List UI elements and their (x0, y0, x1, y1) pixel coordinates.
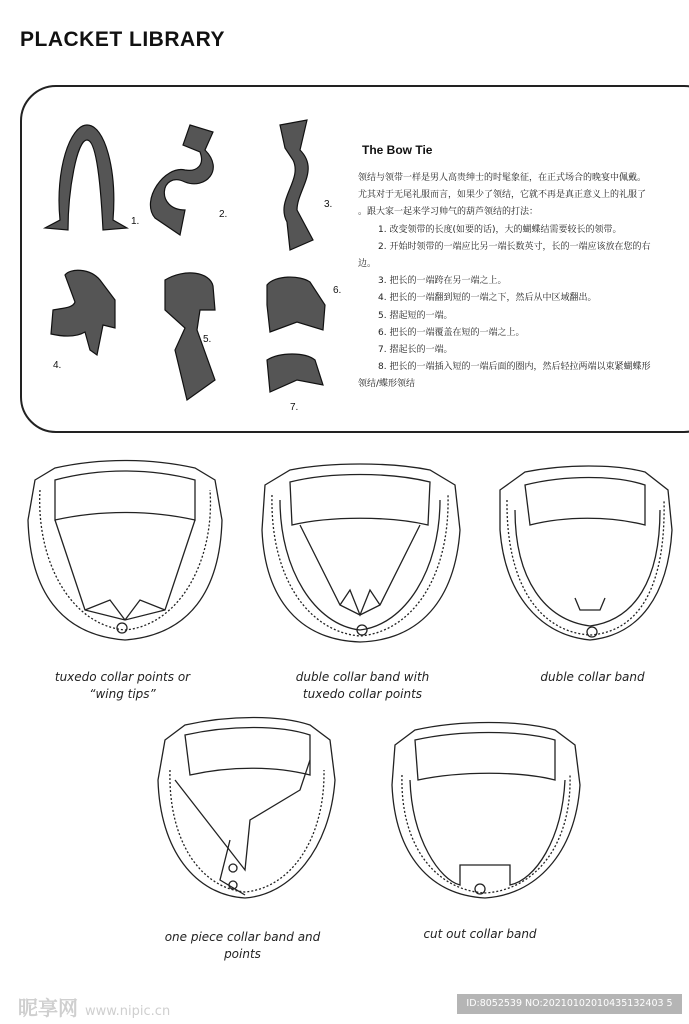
step-line: 7. 摺起长的一端。 (378, 345, 453, 356)
page-title: PLACKET LIBRARY (20, 28, 226, 51)
watermark-brand (18, 992, 170, 1021)
collar-cut-out-band (392, 723, 580, 899)
caption-line: one piece collar band and (164, 930, 321, 944)
collar-double-band-tuxedo-points (262, 464, 460, 642)
caption-line: duble collar band (540, 670, 645, 684)
collar-caption (270, 669, 455, 703)
collar-caption (30, 669, 215, 703)
collar-caption (390, 926, 570, 943)
step-line: 8. 把长的一端插入短的一端后面的圈内，然后轻拉两端以束紧蝴蝶形 (378, 362, 651, 373)
collar-caption (505, 669, 680, 686)
collar-tuxedo-wing-tips (28, 461, 222, 641)
step-line: 4. 把长的一端翻到短的一端之下，然后从中区域翻出。 (378, 293, 597, 304)
caption-line: points (224, 947, 261, 961)
tie-step-2 (150, 125, 213, 235)
intro-line: 尤其对于无尾礼服而言，如果少了领结，它就不再是真正意义上的礼服了 (358, 190, 647, 201)
step-line: 6. 把长的一端覆盖在短的一端之上。 (378, 327, 525, 338)
caption-line: cut out collar band (423, 927, 537, 941)
bow-tie-title: The Bow Tie (362, 143, 433, 157)
step-line: 1. 改变领带的长度(如要的话)，大的蝴蝶结需要较长的领带。 (378, 224, 622, 235)
watermark-id: ID:8052539 NO:20210102010435132403 5 (457, 994, 682, 1014)
collar-double-band (500, 466, 672, 640)
bow-tie-steps-illustration (35, 110, 345, 430)
collar-caption (150, 929, 335, 963)
tie-step-4 (51, 270, 115, 355)
figure-number: 6. (333, 285, 342, 296)
tie-step-3 (280, 120, 313, 250)
figure-number: 5. (203, 334, 212, 345)
caption-line: tuxedo collar points (302, 687, 423, 701)
step-line: 3. 把长的一端跨在另一端之上。 (378, 276, 507, 287)
tie-step-1 (45, 125, 127, 230)
figure-number: 4. (53, 360, 62, 371)
tie-step-6 (267, 277, 325, 332)
collar-one-piece-band-points (158, 718, 335, 899)
step-line: 5. 摺起短的一端。 (378, 310, 453, 321)
watermark-brand-text: 昵享网 (18, 996, 78, 1020)
intro-line: 领结与领带一样是男人高贵绅士的时髦象征，在正式场合的晚宴中佩戴。 (358, 173, 647, 183)
figure-number: 7. (290, 402, 299, 413)
step-line: 边。 (358, 259, 377, 270)
step-line: 2. 开始时领带的一端应比另一端长数英寸，长的一端应该放在您的右 (378, 241, 651, 252)
caption-line: duble collar band with (295, 670, 430, 684)
watermark-url: www.nipic.cn (84, 1004, 171, 1019)
bow-tie-instructions (358, 170, 683, 394)
caption-line: “wing tips” (89, 687, 156, 701)
figure-number: 2. (219, 209, 228, 220)
caption-line: tuxedo collar points or (54, 670, 191, 684)
figure-number: 1. (131, 216, 140, 227)
step-line: 领结/蝶形领结 (358, 379, 416, 390)
figure-number: 3. (324, 199, 333, 210)
tie-step-7 (267, 354, 323, 392)
intro-line: 。跟大家一起来学习帅气的葫芦领结的打法： (358, 207, 539, 218)
